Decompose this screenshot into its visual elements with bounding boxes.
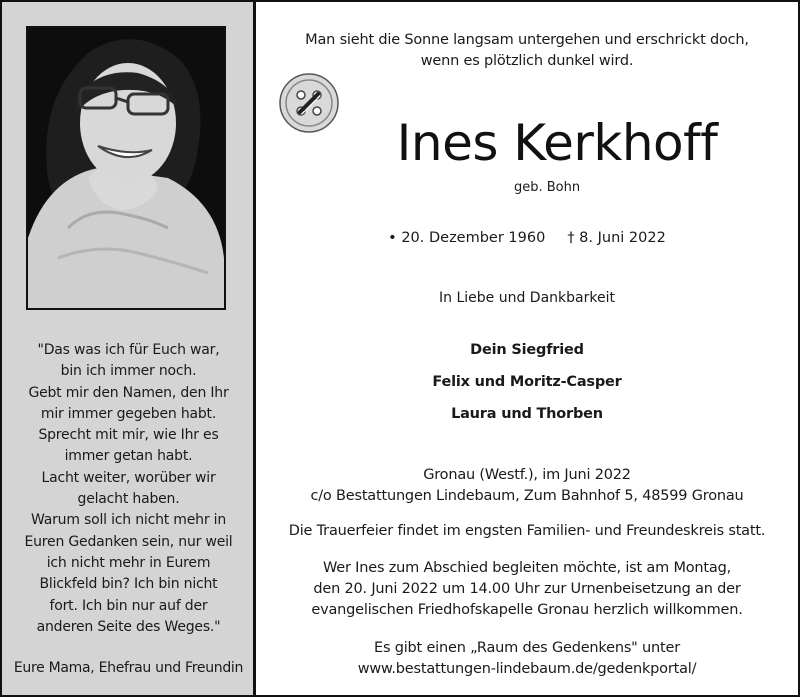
left-panel xyxy=(2,2,256,695)
thanks-line: In Liebe und Dankbarkeit xyxy=(439,290,615,306)
poem-line: immer getan habt. xyxy=(64,448,193,465)
motto-line-1: Man sieht die Sonne langsam untergehen und erschrickt doch, xyxy=(305,32,749,48)
memorial-notice xyxy=(256,638,798,680)
poem xyxy=(10,340,247,638)
poem-line: Lacht weiter, worüber wir xyxy=(41,469,216,486)
place-date: Gronau (Westf.), im Juni 2022 xyxy=(423,467,631,483)
memorial-url[interactable]: www.bestattungen-lindebaum.de/gedenkportal/ xyxy=(357,661,697,677)
poem-line: mir immer gegeben habt. xyxy=(40,405,217,422)
death-date: † 8. Juni 2022 xyxy=(567,230,666,246)
birth-date: • 20. Dezember 1960 xyxy=(388,230,546,246)
life-dates xyxy=(256,230,798,246)
address: c/o Bestattungen Lindebaum, Zum Bahnhof 5, 48599 Gronau xyxy=(310,488,744,504)
right-panel xyxy=(256,2,798,695)
urn-line-2: den 20. Juni 2022 um 14.00 Uhr zur Urnenbeisetzung an der xyxy=(313,581,741,597)
family-member: Felix und Moritz-Casper xyxy=(432,374,622,390)
poem-line: Warum soll ich nicht mehr in xyxy=(30,512,226,529)
poem-line: bin ich immer noch. xyxy=(60,363,197,380)
poem-line: "Das was ich für Euch war, xyxy=(37,342,220,358)
poem-line: Euren Gedanken sein, nur weil xyxy=(24,533,233,550)
poem-line: ich nicht mehr in Eurem xyxy=(46,554,211,571)
memorial-line: Es gibt einen „Raum des Gedenkens" unter xyxy=(373,640,680,656)
urn-line-3: evangelischen Friedhofskapelle Gronau herzlich willkommen. xyxy=(311,602,743,618)
urn-line-1: Wer Ines zum Abschied begleiten möchte, ist am Montag, xyxy=(322,560,731,576)
poem-line: Blickfeld bin? Ich bin nicht xyxy=(39,576,218,593)
urn-burial-notice xyxy=(256,558,798,621)
poem-line: Gebt mir den Namen, den Ihr xyxy=(28,384,229,401)
poem-line: gelacht haben. xyxy=(77,491,180,508)
motto-line-2: wenn es plötzlich dunkel wird. xyxy=(420,53,634,69)
poem-line: anderen Seite des Weges." xyxy=(36,618,221,635)
family-member: Dein Siegfried xyxy=(470,342,584,358)
portrait-image xyxy=(28,28,224,308)
birth-name: geb. Bohn xyxy=(513,180,581,195)
place-and-address xyxy=(256,465,798,507)
poem-signature: Eure Mama, Ehefrau und Freundin xyxy=(13,660,244,676)
portrait-photo xyxy=(26,26,226,310)
poem-line: Sprecht mit mir, wie Ihr es xyxy=(38,427,219,444)
funeral-notice: Die Trauerfeier findet im engsten Familien- und Freundeskreis statt. xyxy=(288,523,766,539)
family-member: Laura und Thorben xyxy=(451,406,603,422)
deceased-name: Ines Kerkhoff xyxy=(396,114,718,172)
poem-line: fort. Ich bin nur auf der xyxy=(49,597,208,614)
motto xyxy=(256,30,798,72)
